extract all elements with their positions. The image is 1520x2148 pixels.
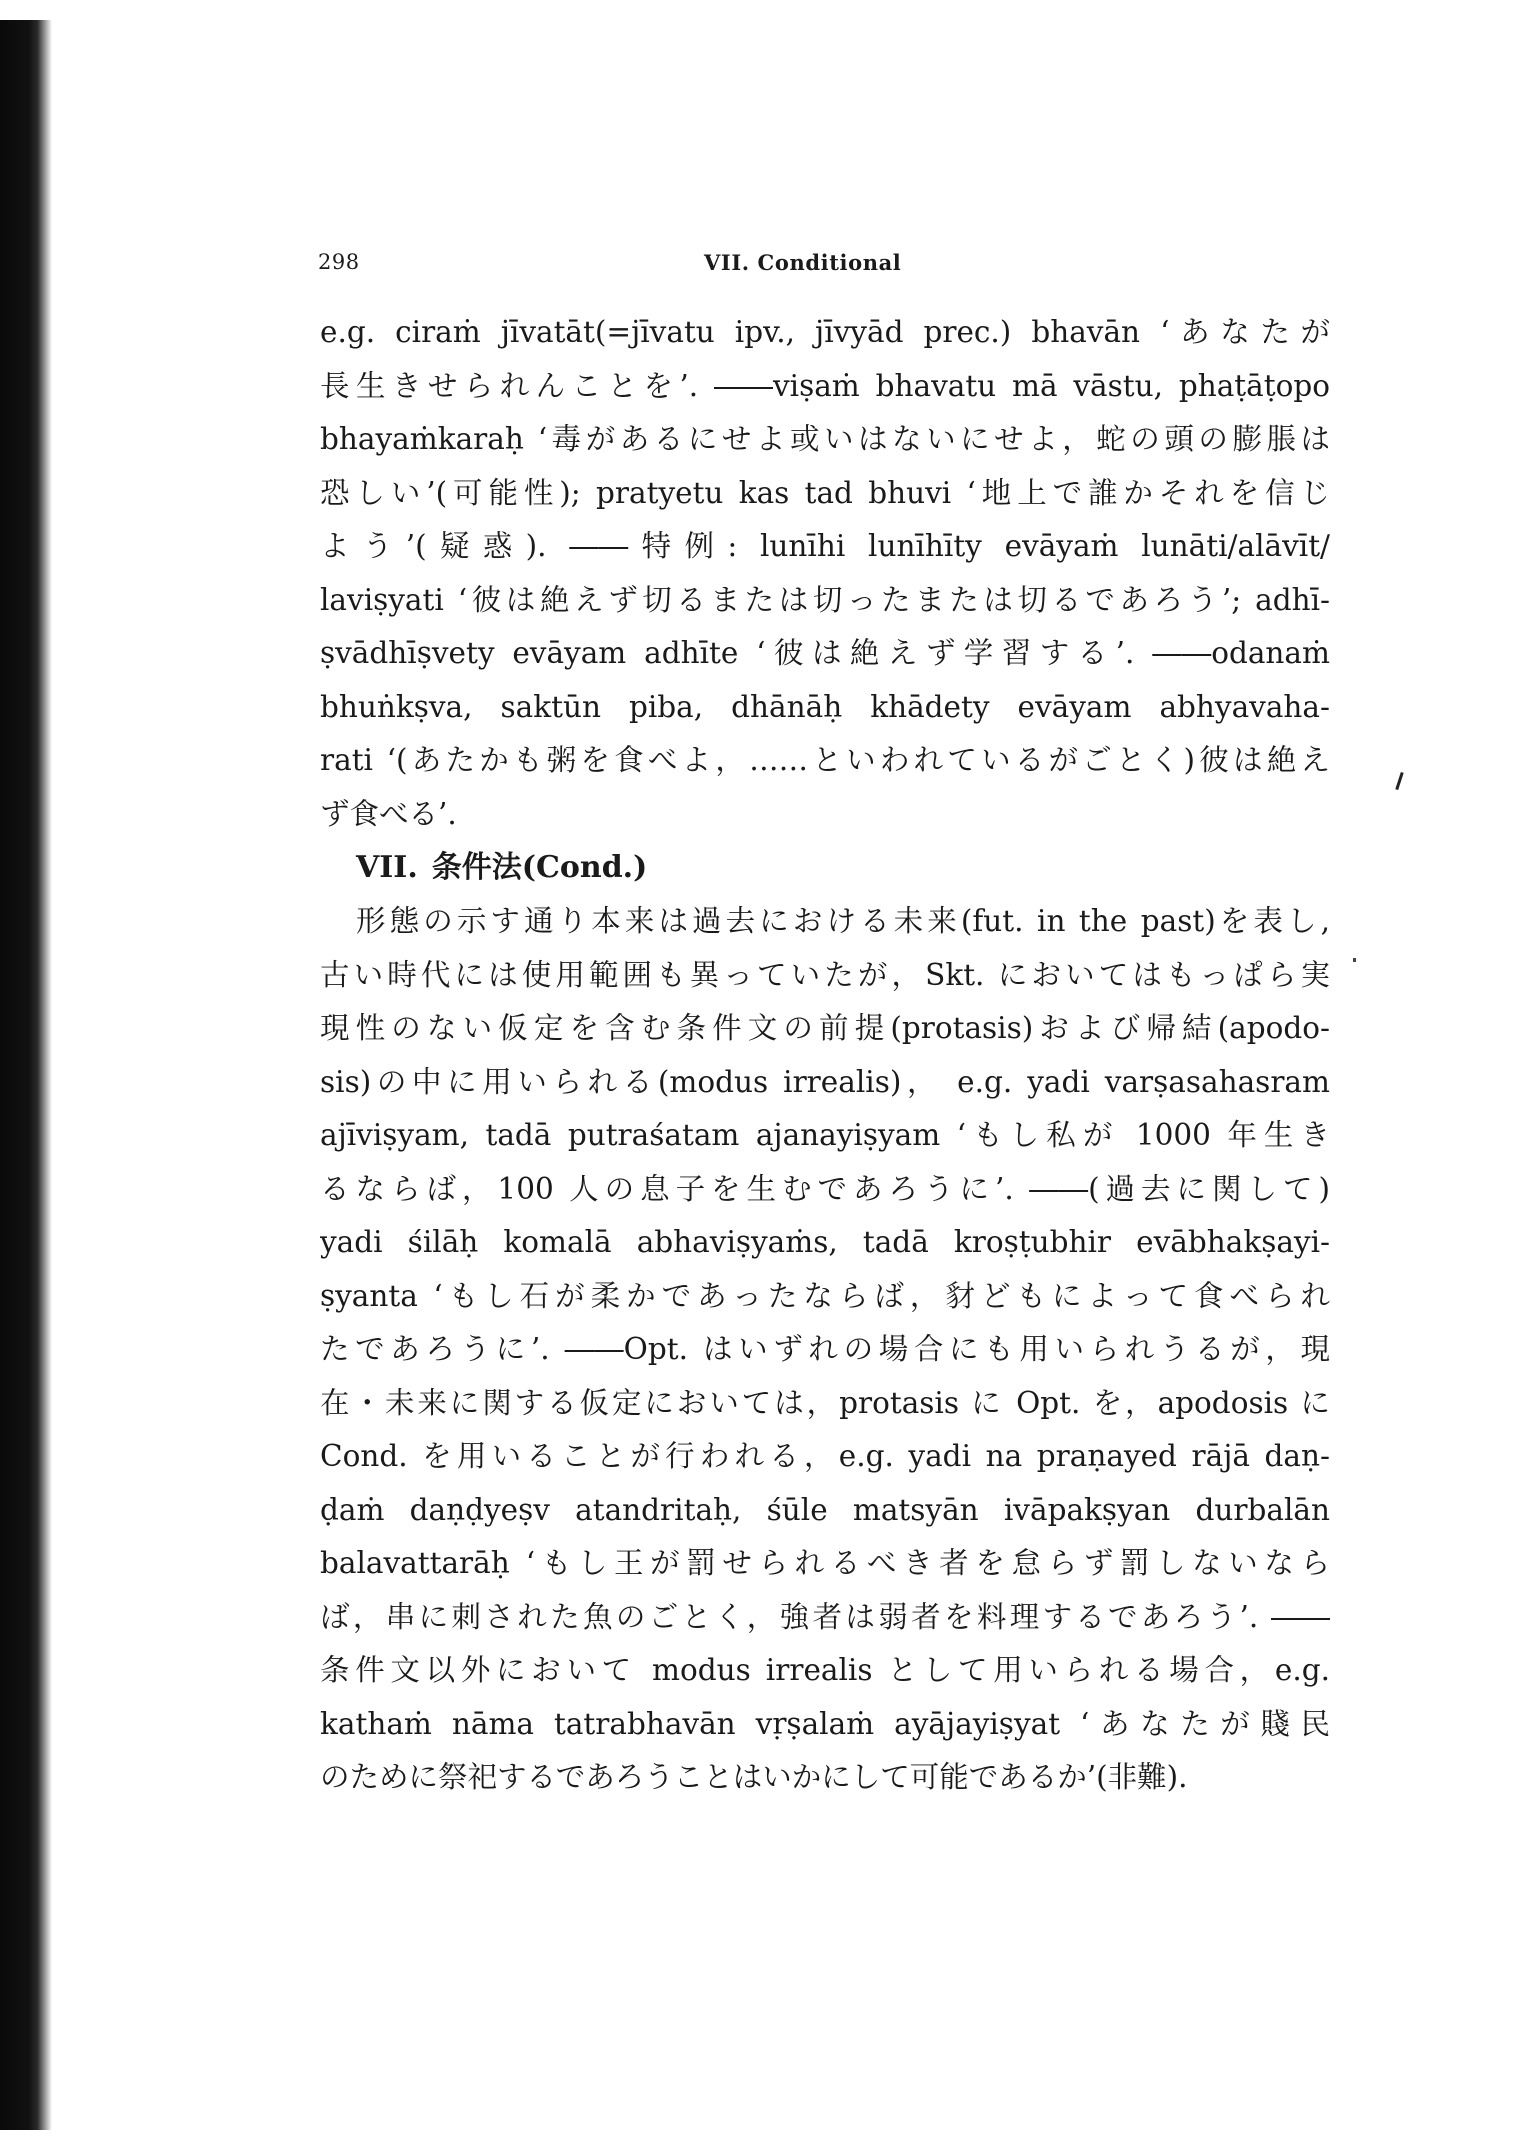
text-line: たであろうに’. ――Opt. はいずれの場合にも用いられうるが，現 <box>320 1332 1330 1366</box>
text-line: のために祭祀するであろうことはいかにして可能であるか’(非難). <box>320 1760 1188 1794</box>
text-line: laviṣyati ‘彼は絶えず切るまたは切ったまたは切るであろう’; adhī- <box>320 582 1330 617</box>
text-line: yadi śilāḥ komalā abhaviṣyaṁs, tadā kroṣṭubhir evābhakṣayi- <box>320 1225 1330 1259</box>
text-line: 現性のない仮定を含む条件文の前提(protasis)および帰結(apodo- <box>320 1011 1330 1045</box>
text-line: 古い時代には使用範囲も異っていたが，Skt. においてはもっぱら実 <box>320 957 1330 992</box>
text-line: 条件文以外において modus irrealis として用いられる場合，e.g. <box>320 1653 1330 1687</box>
text-line: るならば，100 人の息子を生むであろうに’. ――(過去に関して) <box>320 1171 1330 1206</box>
text-line: ḍaṁ daṇḍyeṣv atandritaḥ, śūle matsyān ivāpakṣyan durbalān <box>320 1492 1330 1527</box>
text-line: 長生きせられんことを’. ――viṣaṁ bhavatu mā vāstu, phaṭāṭopo <box>320 368 1330 403</box>
text-line: よう’(疑惑). ――特例: lunīhi lunīhīty evāyaṁ lunāti/alāvīt/ <box>320 529 1330 563</box>
text-line: e.g. ciraṁ jīvatāt(=jīvatu ipv., jīvyād prec.) bhavān ‘あなたが <box>320 315 1330 349</box>
paragraph-conditional <box>320 895 1330 1805</box>
text-line: 在・未来に関する仮定においては，protasis に Opt. を，apodosis に <box>320 1385 1330 1420</box>
text-line: kathaṁ nāma tatrabhavān vṛṣalaṁ ayājayiṣyat ‘あなたが賤民 <box>320 1706 1330 1741</box>
running-head: VII. Conditional <box>704 250 902 275</box>
section-number: VII. <box>356 850 418 885</box>
section-heading <box>320 841 1330 895</box>
body-text <box>320 306 1330 1805</box>
text-line: ば，串に刺された魚のごとく，強者は弱者を料理するであろう’. ―― <box>320 1599 1330 1634</box>
text-line: 形態の示す通り本来は過去における未来(fut. in the past)を表し, <box>356 904 1330 938</box>
paragraph-examples <box>320 306 1330 841</box>
text-line: 恐しい’(可能性); pratyetu kas tad bhuvi ‘地上で誰かそれを信じ <box>320 475 1330 510</box>
text-line: ず食べる’. <box>320 796 457 831</box>
section-title: 条件法(Cond.) <box>431 850 648 885</box>
text-line: balavattarāḥ ‘もし王が罰せられるべき者を怠らず罰しないなら <box>320 1546 1330 1580</box>
margin-mark <box>1395 772 1403 790</box>
text-line: ajīviṣyam, tadā putraśatam ajanayiṣyam ‘もし私が 1000 年生き <box>320 1118 1330 1152</box>
text-line: bhuṅkṣva, saktūn piba, dhānāḥ khādety evāyam abhyavaha- <box>320 689 1330 724</box>
text-line: rati ‘(あたかも粥を食べよ，……といわれているがごとく)彼は絶え <box>320 743 1330 777</box>
page-number: 298 <box>318 250 360 274</box>
binding-edge-shadow <box>0 20 52 2130</box>
text-line: bhayaṁkaraḥ ‘毒があるにせよ或いはないにせよ，蛇の頭の膨脹は <box>320 422 1330 456</box>
margin-dot <box>1353 958 1356 962</box>
page-header <box>318 250 1323 284</box>
text-line: sis)の中に用いられる(modus irrealis)， e.g. yadi varṣasahasram <box>320 1064 1330 1099</box>
text-line: ṣvādhīṣvety evāyam adhīte ‘彼は絶えず学習する’. ――odanaṁ <box>320 636 1330 670</box>
text-line: ṣyanta ‘もし石が柔かであったならば，豺どもによって食べられ <box>320 1278 1330 1313</box>
text-line: Cond. を用いることが行われる，e.g. yadi na praṇayed rājā daṇ- <box>320 1439 1330 1473</box>
